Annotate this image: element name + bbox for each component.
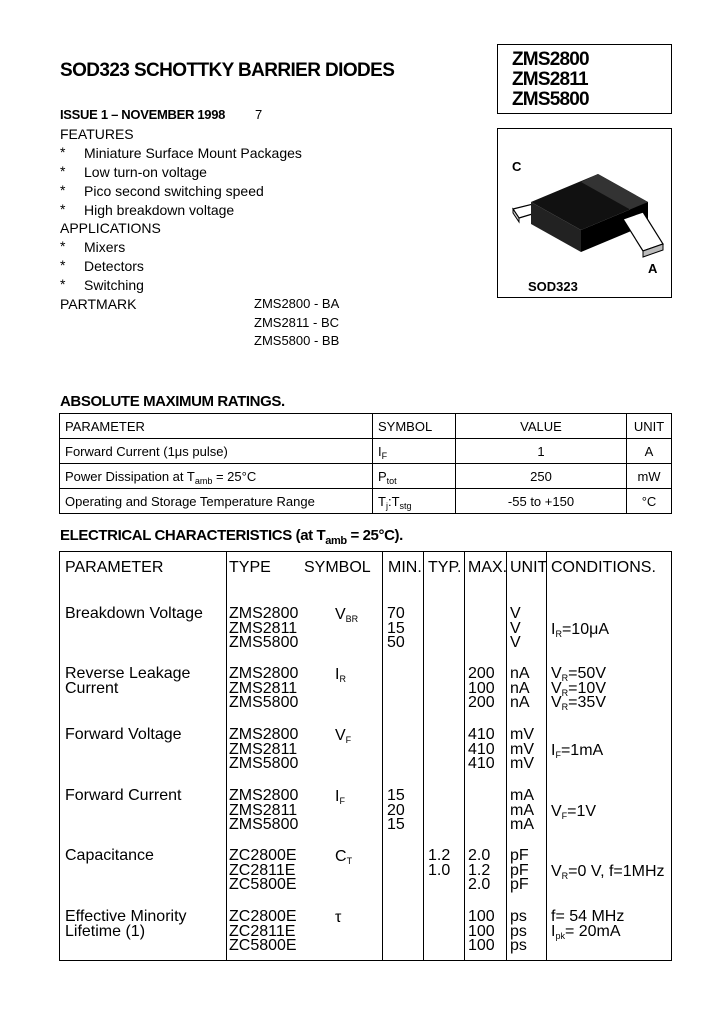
cell-type: ZC2811E (229, 861, 296, 879)
cell-condition: $V_R=10V$ (551, 679, 606, 698)
cell-unit: mA (510, 787, 534, 804)
cell-max: 1.2 (468, 861, 491, 879)
cell-value: -55 to +150 (456, 489, 627, 514)
cell-param: Forward Current (65, 787, 182, 804)
part-number-1: ZMS2800 (512, 49, 589, 70)
list-item: Switching (84, 277, 144, 293)
cell-symbol: $V_F$ (335, 727, 352, 745)
cell-unit: mV (510, 755, 534, 772)
header-type: TYPE (229, 559, 271, 576)
cell-unit: A (627, 439, 672, 464)
cell-unit: nA (510, 665, 530, 682)
bullet: * (60, 182, 66, 198)
cell-param: Effective Minority (65, 908, 187, 925)
cell-param: Power Dissipation at $T_{amb} = 25^\circ C$ (60, 464, 373, 489)
features-heading: FEATURES (60, 126, 134, 142)
cell-unit: pF (510, 847, 529, 864)
cell-max: 2.0 (468, 876, 491, 893)
header-value: VALUE (456, 414, 627, 439)
cell-typ: 1.2 (428, 847, 451, 864)
cell-type: ZMS5800 (229, 755, 299, 772)
cell-param: Forward Current (1μs pulse) (60, 439, 373, 464)
cell-condition: $V_R=0$ V, f=1MHz (551, 863, 665, 881)
cell-max: 2.0 (468, 847, 491, 864)
cell-condition: $V_F=1V$ (551, 803, 597, 821)
cell-unit: °C (627, 489, 672, 514)
cell-type: ZMS5800 (229, 634, 299, 651)
list-item: Miniature Surface Mount Packages (84, 145, 302, 161)
cell-min: 70 (387, 605, 405, 622)
cell-condition: $I_F=1mA$ (551, 742, 604, 760)
cell-max: 100 (468, 908, 495, 925)
cell-min: 20 (387, 801, 405, 819)
cell-symbol: $I_F$ (373, 439, 456, 464)
cell-symbol: $P_{tot}$ (373, 464, 456, 489)
anode-label: A (648, 261, 658, 276)
sod323-package-icon (503, 164, 668, 259)
issue-line: ISSUE 1 – NOVEMBER 1998 (60, 107, 226, 122)
cell-max: 410 (468, 726, 495, 743)
cell-unit: V (510, 619, 521, 637)
cell-unit: pF (510, 861, 529, 879)
bullet: * (60, 257, 66, 273)
cell-symbol: $I_R$ (335, 666, 346, 684)
header-conditions: CONDITIONS. (551, 559, 656, 576)
cell-unit: ps (510, 922, 527, 940)
package-box (497, 128, 672, 298)
cell-value: 250 (456, 464, 627, 489)
bullet: * (60, 163, 66, 179)
list-item: Mixers (84, 239, 126, 255)
cell-unit: ps (510, 937, 527, 954)
table-header-row (60, 414, 672, 439)
cell-type: ZC5800E (229, 876, 297, 893)
bullet: * (60, 238, 66, 254)
cell-type: ZMS2800 (229, 605, 299, 622)
cell-unit: ps (510, 908, 527, 925)
list-item: Detectors (84, 258, 144, 274)
cell-min: 15 (387, 787, 405, 804)
table-row (60, 489, 672, 514)
cell-type: ZMS2800 (229, 665, 299, 682)
cell-unit: nA (510, 679, 530, 697)
cell-type: ZMS2800 (229, 726, 299, 743)
partmark-item: ZMS2800 - BA (254, 296, 340, 311)
cell-condition: $V_R=50V$ (551, 665, 606, 683)
cell-symbol: $C_T$ (335, 848, 353, 866)
cell-unit: nA (510, 694, 530, 711)
cell-type: ZMS2811 (229, 801, 298, 819)
cell-unit: mA (510, 816, 534, 833)
cell-type: ZC2811E (229, 922, 296, 940)
cell-value: 1 (456, 439, 627, 464)
header-min: MIN. (388, 559, 422, 576)
cell-symbol: $T_j:T_{stg}$ (373, 489, 456, 514)
header-symbol: SYMBOL (373, 414, 456, 439)
cell-max: 200 (468, 694, 495, 711)
bullet: * (60, 276, 66, 292)
ec-title: ELECTRICAL CHARACTERISTICS (at $T_{amb} = 25^\circ C$). (60, 527, 403, 547)
cell-condition: $I_R=10\mu A$ (551, 621, 609, 639)
amr-title: ABSOLUTE MAXIMUM RATINGS. (60, 393, 285, 410)
cell-max: 200 (468, 665, 495, 682)
cell-type: ZMS2800 (229, 787, 299, 804)
cell-unit: mA (510, 801, 534, 819)
header-max: MAX. (468, 559, 508, 576)
cell-min: 50 (387, 634, 405, 651)
applications-heading: APPLICATIONS (60, 220, 161, 236)
cell-max: 410 (468, 755, 495, 772)
page-title: SOD323 SCHOTTKY BARRIER DIODES (60, 60, 395, 81)
cell-max: 100 (468, 922, 495, 940)
cell-typ: 1.0 (428, 861, 451, 879)
header-unit: UNIT (627, 414, 672, 439)
cell-symbol: $V_{BR}$ (335, 606, 359, 624)
cell-condition: f= 54 MHz (551, 908, 625, 925)
cell-max: 100 (468, 937, 495, 954)
cell-type: ZMS2811 (229, 619, 298, 637)
cell-unit: mW (627, 464, 672, 489)
cell-param: Capacitance (65, 847, 154, 864)
cathode-label: C (512, 159, 522, 174)
cell-param: Lifetime (1) (65, 923, 146, 940)
header-parameter: PARAMETER (60, 414, 373, 439)
package-name: SOD323 (528, 279, 578, 294)
part-number-2: ZMS2811 (512, 69, 588, 90)
cell-param: Current (65, 680, 119, 697)
bullet: * (60, 201, 66, 217)
cell-symbol: $I_F$ (335, 788, 345, 806)
table-row (60, 464, 672, 489)
table-row (60, 439, 672, 464)
cell-param: Breakdown Voltage (65, 605, 203, 622)
partmark-heading: PARTMARK (60, 296, 137, 312)
cell-type: ZC2800E (229, 847, 297, 864)
header-parameter: PARAMETER (65, 559, 164, 576)
cell-unit: V (510, 634, 521, 651)
part-number-box (497, 44, 672, 114)
list-item: Pico second switching speed (84, 183, 264, 199)
cell-condition: $I_{pk}= 20mA$ (551, 922, 621, 941)
list-item: Low turn-on voltage (84, 164, 207, 180)
list-item: High breakdown voltage (84, 202, 235, 218)
cell-type: ZMS2811 (229, 679, 298, 697)
cell-min: 15 (387, 816, 405, 833)
header-unit: UNIT (510, 559, 548, 576)
bullet: * (60, 144, 66, 160)
cell-type: ZMS2811 (229, 740, 298, 758)
cell-type: ZMS5800 (229, 816, 299, 833)
cell-unit: mV (510, 740, 534, 758)
partmark-item: ZMS5800 - BB (254, 333, 340, 348)
cell-condition: $V_R=35V$ (551, 694, 606, 712)
cell-param: Reverse Leakage (65, 665, 191, 682)
header-typ: TYP. (428, 559, 462, 576)
cell-unit: V (510, 605, 521, 622)
cell-symbol: τ (335, 909, 342, 926)
part-number-3: ZMS5800 (512, 89, 589, 110)
cell-unit: pF (510, 876, 529, 893)
ec-table (59, 551, 672, 961)
cell-type: ZC5800E (229, 937, 297, 954)
partmark-item: ZMS2811 - BC (254, 315, 340, 330)
header-symbol: SYMBOL (304, 559, 371, 576)
page-mark: 7 (255, 107, 263, 122)
cell-unit: mV (510, 726, 534, 743)
cell-param: Forward Voltage (65, 726, 182, 743)
cell-min: 15 (387, 619, 405, 637)
cell-max: 410 (468, 740, 495, 758)
cell-type: ZC2800E (229, 908, 297, 925)
amr-table (59, 413, 672, 514)
cell-max: 100 (468, 679, 495, 697)
cell-type: ZMS5800 (229, 694, 299, 711)
cell-param: Operating and Storage Temperature Range (60, 489, 373, 514)
